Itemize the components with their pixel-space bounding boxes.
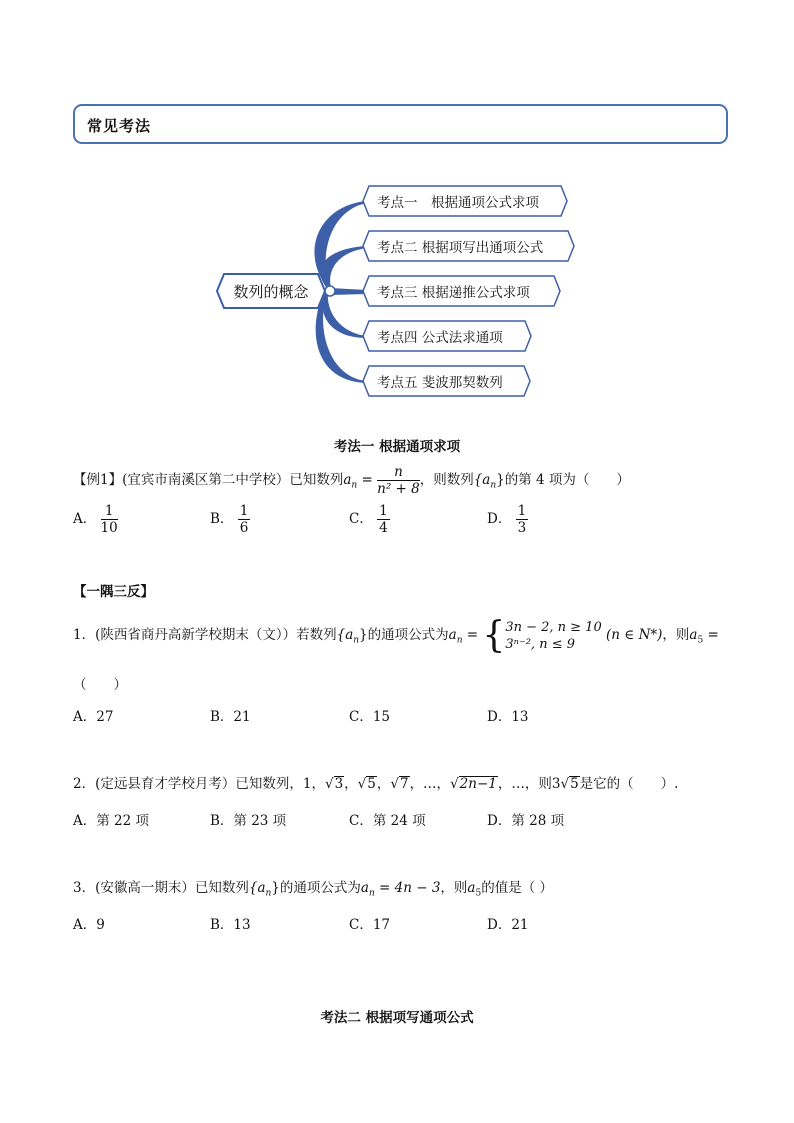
q3-mid2: ，则 — [440, 880, 468, 896]
option-a[interactable] — [73, 503, 118, 536]
q3-mid: 的通项公式为 — [279, 880, 361, 896]
formula-lhs: a — [343, 472, 352, 488]
ask-equals: = — [703, 627, 719, 643]
q2-option-c[interactable] — [349, 809, 426, 829]
option-text: 第 23 项 — [233, 813, 287, 829]
branch-node-1: 考点一 根据通项公式求项 — [377, 195, 539, 211]
case-2: 3ⁿ⁻², n ≤ 9 — [505, 636, 575, 652]
ask-term: a — [467, 880, 476, 896]
sqrt-5-b: 5 — [570, 776, 579, 792]
seq-close: } — [271, 880, 280, 896]
option-den: 4 — [379, 520, 388, 536]
mind-map-center: 数列的概念 — [233, 282, 309, 301]
section-title-1: 考法一 根据通项求项 — [333, 439, 461, 455]
option-label: A． — [73, 917, 97, 933]
option-label: C． — [349, 813, 373, 829]
example-1-question: 【例1】(宜宾市南溪区第二中学校）已知数列$a_n$ = $\frac{n}{\text{n² + 8}}$ ，则数列$\{a_n\}$的第 4 项为（ ） — [73, 464, 630, 497]
option-label: B． — [210, 813, 234, 829]
separator: ， — [376, 776, 391, 792]
piecewise-cases — [505, 619, 601, 653]
ask-term: a — [689, 627, 698, 643]
ask-sub: 5 — [697, 635, 704, 646]
branch-node-2: 考点二 根据项写出通项公式 — [377, 240, 544, 256]
seq-notation: {a — [248, 880, 266, 896]
left-brace: { — [482, 614, 506, 656]
q2-option-a[interactable] — [73, 809, 149, 829]
q3-prefix: 3．(安徽高一期末）已知数列 — [73, 880, 249, 896]
q1-answer-paren: （ ） — [73, 677, 127, 693]
formula-lhs-sub: n — [351, 480, 358, 491]
option-label: B． — [210, 917, 234, 933]
option-label: A． — [73, 511, 97, 527]
case-1: 3n − 2, n ≥ 10 — [505, 619, 602, 635]
q1-condition: (n ∈ N*) — [606, 627, 663, 643]
branch-connector-2 — [320, 246, 367, 292]
seq-notation: {a — [336, 627, 354, 643]
option-label: D． — [487, 917, 512, 933]
option-text: 21 — [511, 917, 529, 933]
option-label: C． — [349, 917, 373, 933]
option-label: D． — [487, 511, 512, 527]
option-label: D． — [487, 709, 512, 725]
q1-mid: 的通项公式为 — [367, 627, 449, 643]
option-d[interactable] — [487, 503, 528, 536]
option-den: 6 — [239, 520, 249, 536]
option-label: C． — [349, 511, 373, 527]
sqrt-3: 3 — [334, 776, 344, 792]
separator: ，…，则3 — [497, 776, 561, 792]
seq-close: } — [496, 472, 505, 488]
option-num: 1 — [517, 503, 527, 519]
option-text: 第 24 项 — [372, 813, 426, 829]
header-title: 常见考法 — [87, 117, 152, 135]
formula-lhs: a — [448, 627, 457, 643]
sqrt-7: 7 — [399, 776, 409, 792]
seq-sub: n — [353, 635, 360, 646]
example-1-fraction — [377, 464, 420, 497]
option-text: 13 — [511, 709, 529, 725]
option-text: 27 — [96, 709, 114, 725]
section-title-2: 考法二 根据项写通项公式 — [320, 1010, 474, 1026]
option-fraction — [101, 503, 118, 536]
seq-notation: {a — [473, 472, 491, 488]
q1-suffix: ，则 — [662, 627, 690, 643]
q1-prefix: 1．(陕西省商丹高新学校期末（文））若数列 — [73, 627, 337, 643]
q3-option-c[interactable] — [349, 913, 390, 933]
seq-sub: n — [490, 480, 497, 491]
option-num: 1 — [101, 503, 118, 520]
branch-node-3: 考点三 根据递推公式求项 — [377, 285, 530, 301]
fraction-numerator: n — [377, 464, 420, 481]
example-1-prefix: 【例1】(宜宾市南溪区第二中学校）已知数列 — [73, 472, 344, 488]
option-b[interactable] — [210, 503, 250, 536]
option-text: 15 — [372, 709, 391, 725]
center-node-knob — [325, 286, 335, 296]
q3-formula: = 4n − 3 — [379, 880, 441, 896]
formula-lhs-sub: n — [456, 635, 463, 646]
option-label: C． — [349, 709, 373, 725]
option-den: 3 — [517, 520, 527, 536]
option-label: A． — [73, 813, 97, 829]
option-label: A． — [73, 709, 97, 725]
separator: ，…， — [409, 776, 451, 792]
q1-option-b[interactable] — [210, 705, 251, 725]
q2-option-b[interactable] — [210, 809, 286, 829]
formula-lhs: a — [360, 880, 369, 896]
separator: ， — [344, 776, 358, 792]
formula-lhs-sub: n — [368, 888, 375, 899]
option-fraction — [377, 503, 390, 536]
option-num: 1 — [379, 503, 388, 519]
option-label: B． — [210, 709, 234, 725]
option-text: 9 — [96, 917, 105, 933]
option-den: 10 — [100, 520, 118, 536]
equals-sign: = — [462, 627, 479, 643]
option-text: 13 — [233, 917, 251, 933]
q2-option-d[interactable] — [487, 809, 564, 829]
question-1 — [73, 614, 719, 659]
seq-close: } — [359, 627, 368, 643]
option-text: 17 — [372, 917, 391, 933]
q3-option-b[interactable] — [210, 913, 251, 933]
option-c[interactable] — [349, 503, 390, 536]
q3-option-a[interactable] — [73, 913, 105, 933]
q3-option-d[interactable] — [487, 913, 529, 933]
question-2: 2．(定远县育才学校月考）已知数列，1，√3，√5，√7，…，√2n−1，…，则3√5是它的（ ）. — [73, 776, 679, 792]
seq-sub: n — [265, 888, 272, 899]
option-text: 第 28 项 — [511, 813, 565, 829]
option-text: 第 22 项 — [96, 813, 150, 829]
fraction-denominator: n² + 8 — [377, 481, 420, 497]
option-text: 21 — [233, 709, 251, 725]
option-label: B． — [210, 511, 234, 527]
q2-prefix: 2．(定远县育才学校月考）已知数列，1， — [73, 776, 325, 792]
question-3 — [73, 876, 553, 899]
sqrt-5: 5 — [367, 776, 376, 792]
example-1-mid: ，则数列 — [419, 472, 474, 488]
ask-sub: 5 — [475, 888, 482, 899]
branch-connector-4 — [323, 292, 367, 338]
option-fraction — [516, 503, 529, 536]
q1-option-c[interactable] — [349, 705, 390, 725]
example-1-suffix: 的第 4 项为（ ） — [504, 472, 630, 488]
sqrt-2n-1: 2n−1 — [459, 776, 497, 792]
q1-option-d[interactable] — [487, 705, 529, 725]
q2-suffix: 是它的（ ）. — [579, 776, 679, 792]
q3-suffix: 的值是（ ） — [481, 880, 554, 896]
option-num: 1 — [239, 503, 249, 519]
branch-node-4: 考点四 公式法求通项 — [377, 330, 503, 346]
q1-option-a[interactable] — [73, 705, 113, 725]
practice-title: 【一隅三反】 — [73, 584, 154, 600]
branch-node-5: 考点五 斐波那契数列 — [377, 375, 503, 391]
option-label: D． — [487, 813, 512, 829]
option-fraction — [238, 503, 251, 536]
